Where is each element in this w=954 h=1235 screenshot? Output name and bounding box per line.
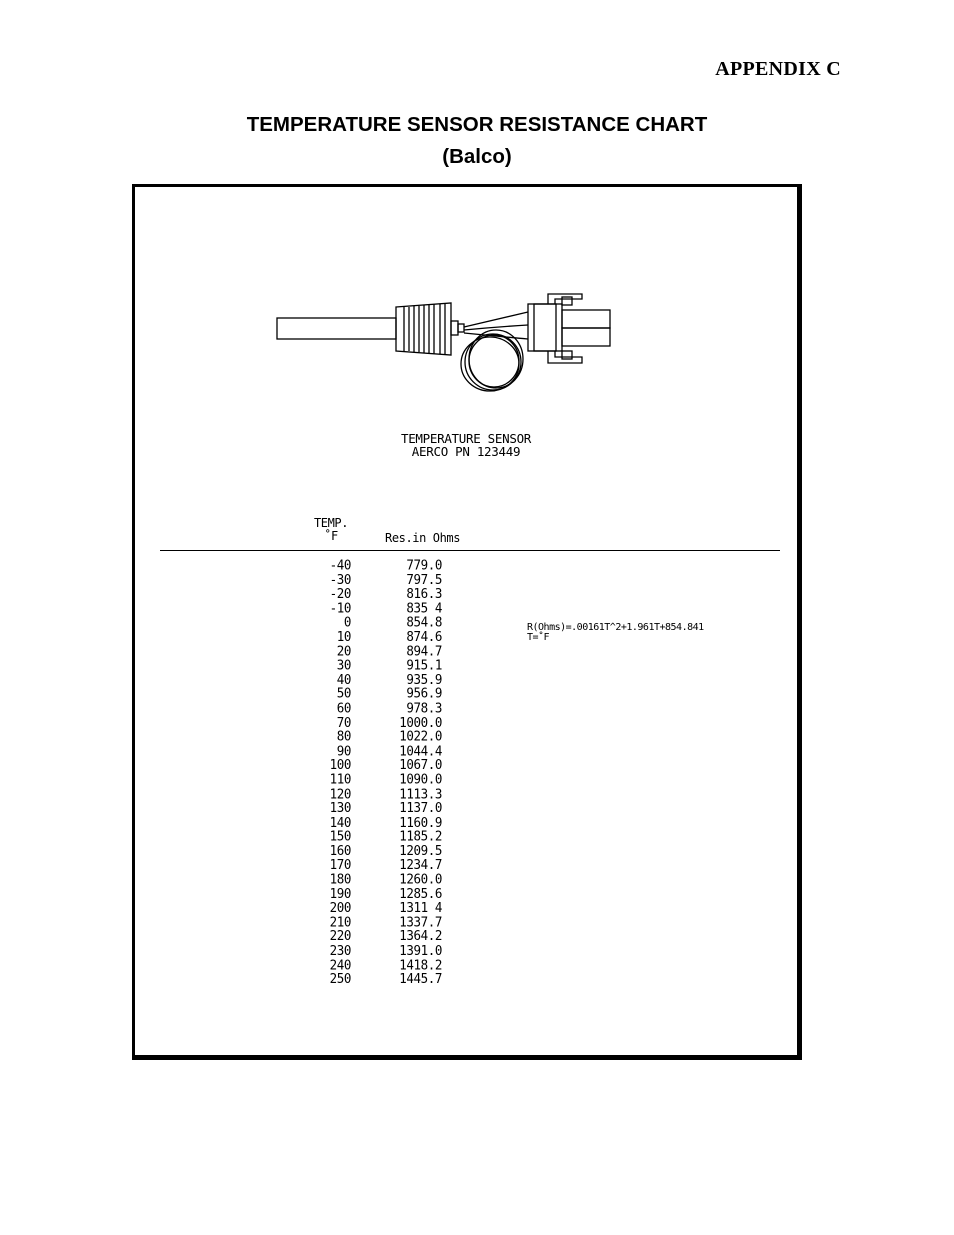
resistance-cell: 1311 4 (399, 899, 442, 916)
temp-cell: 140 (329, 813, 351, 830)
formula-equation: R(Ohms)=.00161T^2+1.961T+854.841 (527, 622, 704, 633)
temp-cell: 70 (336, 713, 351, 730)
temp-header-label: TEMP. (313, 516, 349, 530)
resistance-cell: 894.7 (406, 642, 442, 659)
temp-column (305, 558, 351, 986)
temp-cell: 20 (336, 642, 351, 659)
resistance-cell: 874.6 (406, 628, 442, 645)
resistance-cell: 1260.0 (399, 870, 442, 887)
page-subtitle: (Balco) (442, 145, 512, 168)
appendix-label: APPENDIX C (715, 58, 841, 80)
temp-cell: 40 (336, 671, 351, 687)
temp-cell: 0 (343, 614, 351, 630)
chart-frame (132, 184, 802, 1060)
sensor-part-number: AERCO PN 123449 (411, 444, 521, 459)
temp-cell: -40 (329, 556, 351, 573)
resistance-cell: 1445.7 (399, 970, 442, 987)
temp-cell: 30 (336, 656, 351, 673)
temp-cell: 50 (336, 685, 351, 702)
resistance-cell: 1418.2 (399, 956, 442, 973)
sensor-caption (135, 432, 797, 458)
resistance-cell: 1234.7 (399, 856, 442, 873)
resistance-cell: 1137.0 (399, 799, 442, 816)
temp-cell: 180 (329, 870, 351, 887)
resistance-cell: 1000.0 (399, 713, 442, 730)
resistance-cell: 1185.2 (399, 828, 442, 844)
temp-cell: -30 (329, 571, 351, 587)
temp-cell: 10 (336, 628, 351, 645)
resistance-cell: 797.5 (406, 571, 442, 587)
temp-cell: 130 (329, 799, 351, 816)
sensor-caption-title: TEMPERATURE SENSOR (400, 431, 532, 446)
resistance-cell: 1044.4 (399, 742, 442, 759)
temp-cell: -10 (329, 599, 351, 616)
temp-cell: 210 (329, 913, 351, 930)
temp-column-header (313, 517, 349, 543)
temp-cell: -20 (329, 585, 351, 602)
resistance-column-header: Res.in Ohms (385, 531, 461, 545)
temp-cell: 230 (329, 942, 351, 959)
temp-cell: 190 (329, 885, 351, 901)
resistance-cell: 935.9 (406, 671, 442, 687)
temperature-sensor-drawing (275, 287, 635, 402)
temp-cell: 200 (329, 899, 351, 916)
resistance-cell: 1160.9 (399, 813, 442, 830)
resistance-cell: 1090.0 (399, 771, 442, 787)
resistance-cell: 835 4 (406, 599, 442, 616)
resistance-cell: 978.3 (406, 699, 442, 716)
temp-cell: 250 (329, 970, 351, 987)
temp-cell: 240 (329, 956, 351, 973)
resistance-cell: 1391.0 (399, 942, 442, 959)
resistance-cell: 1067.0 (399, 756, 442, 773)
temp-cell: 170 (329, 856, 351, 873)
resistance-column (390, 558, 442, 986)
temp-cell: 60 (336, 699, 351, 716)
resistance-cell: 816.3 (406, 585, 442, 602)
resistance-cell: 1364.2 (399, 928, 442, 944)
resistance-cell: 854.8 (406, 614, 442, 630)
resistance-cell: 1337.7 (399, 913, 442, 930)
temp-cell: 120 (329, 785, 351, 802)
resistance-cell: 779.0 (406, 556, 442, 573)
temp-cell: 110 (329, 771, 351, 787)
temp-cell: 100 (329, 756, 351, 773)
header-divider (160, 550, 780, 551)
resistance-cell: 1209.5 (399, 842, 442, 859)
formula-variable: T=˚F (527, 632, 550, 643)
resistance-cell: 1285.6 (399, 885, 442, 901)
temp-cell: 80 (336, 728, 351, 744)
resistance-cell: 1113.3 (399, 785, 442, 802)
temp-cell: 160 (329, 842, 351, 859)
temp-header-unit: ˚F (324, 529, 338, 543)
resistance-formula (527, 623, 704, 643)
resistance-cell: 956.9 (406, 685, 442, 702)
resistance-cell: 1022.0 (399, 728, 442, 744)
temp-cell: 220 (329, 928, 351, 944)
page-title: TEMPERATURE SENSOR RESISTANCE CHART (246, 113, 708, 136)
temp-cell: 90 (336, 742, 351, 759)
resistance-cell: 915.1 (406, 656, 442, 673)
temp-cell: 150 (329, 828, 351, 844)
